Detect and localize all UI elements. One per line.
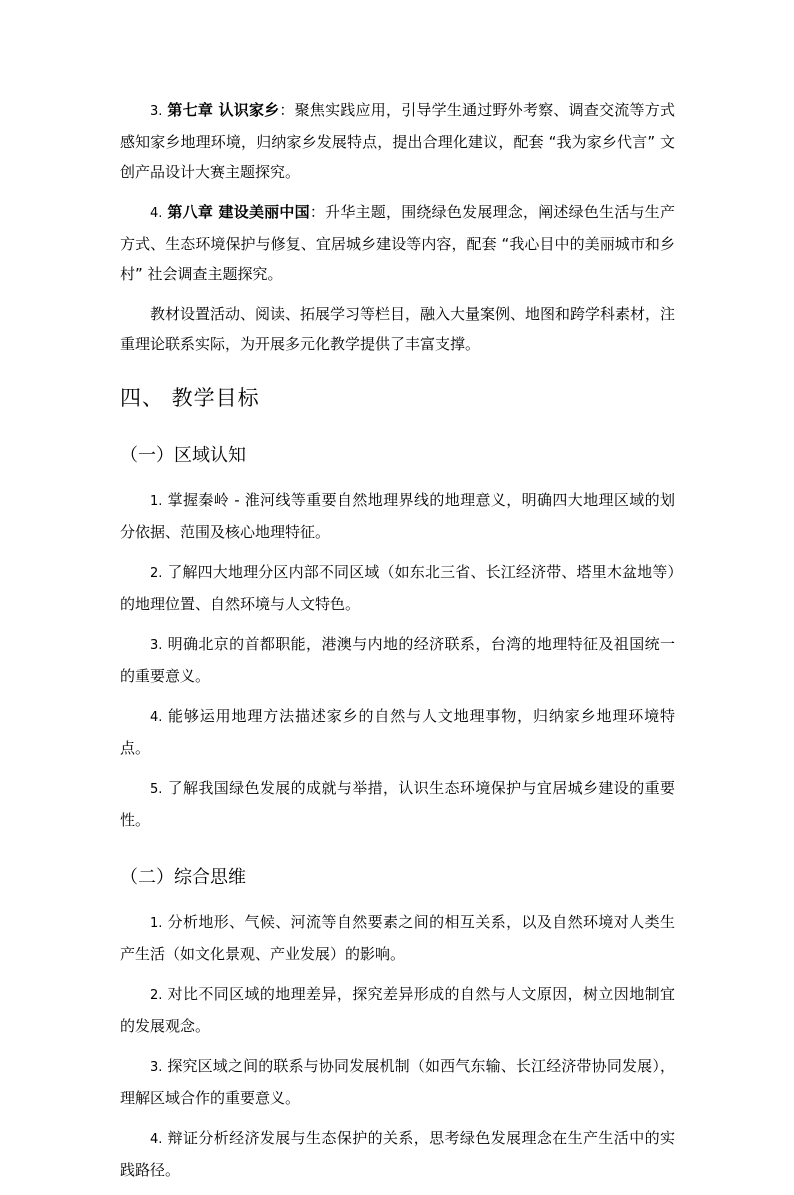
chapter-title: 第八章 建设美丽中国 [167, 203, 310, 221]
chapter-description: 升华主题，围绕绿色发展理念，阐述绿色生活与生产方式、生态环境保护与修复、宜居城乡建设等内容，配套 “我心目中的美丽城市和乡村” 社会调查主题探究。 [120, 203, 675, 283]
summary-paragraph: 教材设置活动、阅读、拓展学习等栏目，融入大量案例、地图和跨学科素材，注重理论联系实际，为开展多元化教学提供了丰富支撑。 [120, 305, 676, 353]
chapter-item-8 [120, 197, 675, 289]
list-item [120, 1123, 675, 1185]
item-number: 5. [150, 782, 163, 797]
item-text: 明确北京的首都职能，港澳与内地的经济联系，台湾的地理特征及祖国统一的重要意义。 [120, 635, 675, 685]
separator: ： [279, 101, 295, 119]
item-text: 了解四大地理分区内部不同区域（如东北三省、长江经济带、塔里木盆地等）的地理位置、自然环境与人文特色。 [120, 563, 675, 613]
subsection-heading-comprehensive-thinking: （二）综合思维 [120, 867, 246, 888]
item-number: 4. [150, 1132, 163, 1147]
item-number: 1. [150, 916, 163, 931]
list-item [120, 1051, 675, 1113]
list-item [120, 485, 675, 547]
item-text: 掌握秦岭 - 淮河线等重要自然地理界线的地理意义，明确四大地理区域的划分依据、范围及核心地理特征。 [120, 491, 675, 541]
item-text: 了解我国绿色发展的成就与举措，认识生态环境保护与宜居城乡建设的重要性。 [120, 779, 675, 829]
item-text: 分析地形、气候、河流等自然要素之间的相互关系，以及自然环境对人类生产生活（如文化景观、产业发展）的影响。 [120, 913, 675, 963]
item-text: 对比不同区域的地理差异，探究差异形成的自然与人文原因，树立因地制宜的发展观念。 [120, 985, 675, 1035]
subsection-heading-regional-cognition: （一）区域认知 [120, 445, 246, 466]
list-item [120, 629, 675, 691]
list-item [120, 701, 675, 763]
item-number: 2. [150, 988, 163, 1003]
item-text: 能够运用地理方法描述家乡的自然与人文地理事物，归纳家乡地理环境特点。 [120, 707, 675, 757]
item-number: 4. [150, 710, 163, 725]
item-text: 探究区域之间的联系与协同发展机制（如西气东输、长江经济带协同发展），理解区域合作的重要意义。 [120, 1057, 675, 1107]
item-number: 1. [150, 494, 163, 509]
chapter-description: 聚焦实践应用，引导学生通过野外考察、调查交流等方式感知家乡地理环境，归纳家乡发展特点，提出合理化建议，配套 “我为家乡代言” 文创产品设计大赛主题探究。 [120, 101, 675, 181]
list-item [120, 557, 675, 619]
chapter-item-7 [120, 95, 675, 187]
item-number: 4. [150, 206, 163, 221]
item-number: 3. [150, 1060, 163, 1075]
item-text: 辩证分析经济发展与生态保护的关系，思考绿色发展理念在生产生活中的实践路径。 [120, 1129, 675, 1179]
chapter-title: 第七章 认识家乡 [167, 101, 280, 119]
list-item [120, 773, 675, 835]
section-heading-teaching-goals: 四、 教学目标 [120, 386, 260, 410]
item-number: 2. [150, 566, 163, 581]
document-body [120, 95, 675, 1195]
list-item [120, 979, 675, 1041]
list-item [120, 907, 675, 969]
item-number: 3. [150, 104, 163, 119]
item-number: 3. [150, 638, 163, 653]
separator: ： [309, 203, 326, 221]
